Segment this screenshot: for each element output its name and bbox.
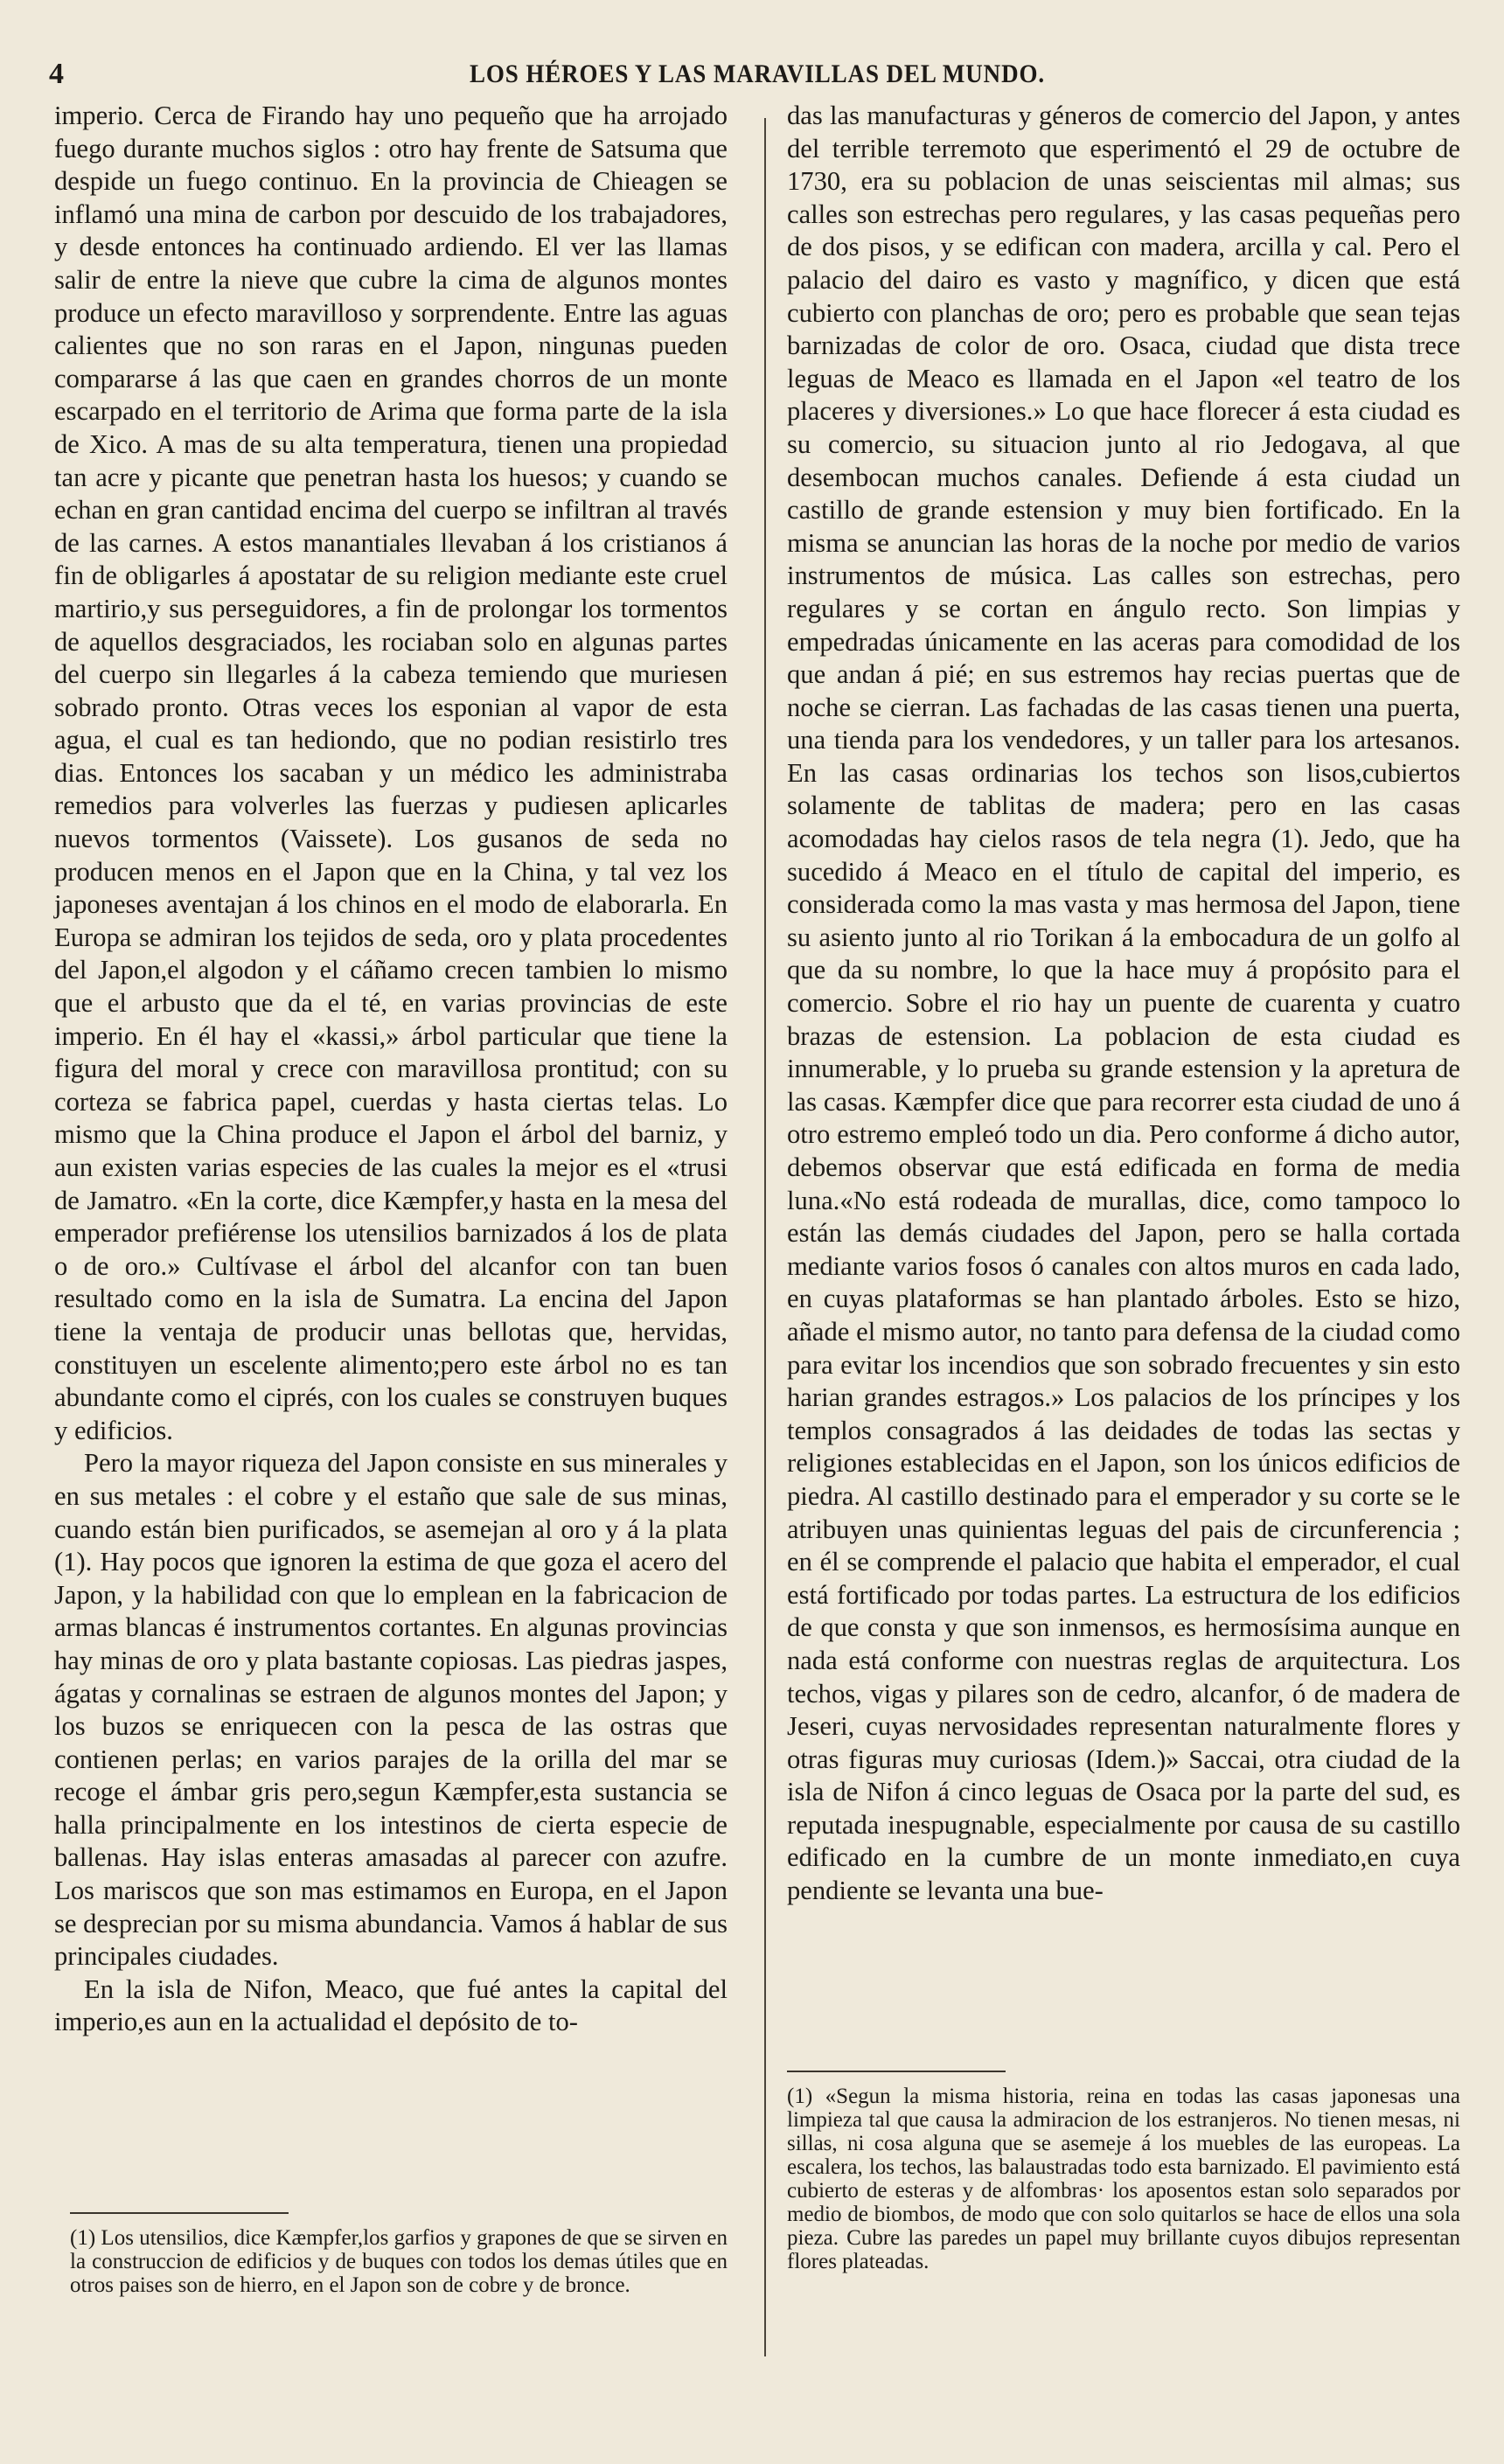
paragraph: Pero la mayor riqueza del Japon consiste en sus minerales y en sus metales : el cobre y el estaño que sale de sus minas, cuando están bien purificados, se asemejan al oro y á la plata (1). Hay pocos que ignoren la estima de que goza el acero del Japon, y la habilidad con que lo emplean en la fabricacion de armas blancas é instrumentos cortantes. En algunas provincias hay minas de oro y plata bastante copiosas. Las piedras jaspes, ágatas y cornalinas se estraen de algunos montes del Japon; y los buzos se enriquecen con la pesca de las ostras que contienen perlas; en varios parajes de la orilla del mar se recoge el ámbar gris pero,segun Kæmpfer,esta sustancia se halla principalmente en los intestinos de cierta especie de ballenas. Hay islas enteras amasadas al parecer con azufre. Los mariscos que son mas estimamos en Europa, en el Japon se desprecian por su misma abundancia. Vamos á hablar de sus principales ciudades. [54,1448,728,1972]
footnote-rule [70,2212,289,2214]
right-column [787,100,1460,1908]
page-number: 4 [49,58,64,90]
page-header [49,58,1466,96]
footnote-right [787,2085,1460,2273]
left-column [54,100,728,2039]
column-divider [764,118,766,2356]
footnote-text: (1) «Segun la misma historia, reina en todas las casas japonesas una limpieza tal que causa la admiracion de los estranjeros. No tienen mesas, ni sillas, ni cosa alguna que se asemeje á los muebles de las europeas. La escalera, los techos, las balaustradas todo esta barnizado. El pavimiento está cubierto de esteras y de alfombras· los aposentos estan solo separados por medio de biombos, de modo que con solo quitarlos se hace de ellos una sola pieza. Cubre las paredes un papel muy brillante cuyos dibujos representan flores plateadas. [787,2085,1460,2273]
paragraph: imperio. Cerca de Firando hay uno pequeño que ha arrojado fuego durante muchos siglos : otro hay frente de Satsuma que despide un fuego continuo. En la provincia de Chieagen se inflamó una mina de carbon por descuido de los trabajadores, y desde entonces ha continuado ardiendo. El ver las llamas salir de entre la nieve que cubre la cima de algunos montes produce un efecto maravilloso y sorprendente. Entre las aguas calientes que no son raras en el Japon, ningunas pueden compararse á las que caen en grandes chorros de un monte escarpado en el territorio de Arima que forma parte de la isla de Xico. A mas de su alta temperatura, tienen una propiedad tan acre y picante que penetran hasta los huesos; y cuando se echan en gran cantidad encima del cuerpo se infiltran al través de las carnes. A estos manantiales llevaban á los cristianos á fin de obligarles á apostatar de su religion mediante este cruel martirio,y sus perseguidores, a fin de prolongar los tormentos de aquellos desgraciados, les rociaban solo en algunas partes del cuerpo sin llegarles á la cabeza temiendo que muriesen sobrado pronto. Otras veces los esponian al vapor de esta agua, el cual es tan hediondo, que no podian resistirlo tres dias. Entonces los sacaban y un médico les administraba remedios para volverles las fuerzas y pudiesen aplicarles nuevos tormentos (Vaissete). Los gusanos de seda no producen menos en el Japon que en la China, y tal vez los japoneses aventajan á los chinos en el modo de elaborarla. En Europa se admiran los tejidos de seda, oro y plata procedentes del Japon,el algodon y el cáñamo crecen tambien lo mismo que el arbusto que da el té, en varias provincias de este imperio. En él hay el «kassi,» árbol particular que tiene la figura del moral y crece con maravillosa prontitud; con su corteza se fabrica papel, cuerdas y hasta ciertas telas. Lo mismo que la China produce el Japon el árbol del barniz, y aun existen varias especies de las cuales la mejor es el «trusi de Jamatro. «En la corte, dice Kæmpfer,y hasta en la mesa del emperador prefiérense los utensilios barnizados á los de plata o de oro.» Cultívase el árbol del alcanfor con tan buen resultado como en la isla de Sumatra. La encina del Japon tiene la ventaja de producir unas bellotas que, hervidas, constituyen un escelente alimento;pero este árbol no es tan abundante como el ciprés, con los cuales se construyen buques y edificios. [54,101,728,1445]
paragraph: En la isla de Nifon, Meaco, que fué antes la capital del imperio,es aun en la actualidad el depósito de to- [54,1973,728,2037]
running-title: LOS HÉROES Y LAS MARAVILLAS DEL MUNDO. [469,59,1046,88]
footnote-rule [787,2071,1006,2072]
footnote-text: (1) Los utensilios, dice Kæmpfer,los garfios y grapones de que se sirven en la construccion de edificios y de buques con todos los demas útiles que en otros paises son de hierro, en el Japon son de cobre y de bronce. [70,2226,728,2297]
footnote-left [70,2226,728,2297]
paragraph: das las manufacturas y géneros de comercio del Japon, y antes del terrible terremoto que esperimentó el 29 de octubre de 1730, era su poblacion de unas seiscientas mil almas; sus calles son estrechas pero regulares, y las casas pequeñas pero de dos pisos, y se edifican con madera, arcilla y cal. Pero el palacio del dairo es vasto y magnífico, y dicen que está cubierto con planchas de oro; pero es probable que sean tejas barnizadas de color de oro. Osaca, ciudad que dista trece leguas de Meaco es llamada en el Japon «el teatro de los placeres y diversiones.» Lo que hace florecer á esta ciudad es su comercio, su situacion junto al rio Jedogava, al que desembocan muchos canales. Defiende á esta ciudad un castillo de grande estension y muy bien fortificado. En la misma se anuncian las horas de la noche por medio de varios instrumentos de música. Las calles son estrechas, pero regulares y se cortan en ángulo recto. Son limpias y empedradas únicamente en las aceras para comodidad de los que andan á pié; en sus estremos hay recias puertas que de noche se cierran. Las fachadas de las casas tienen una puerta, una tienda para los vendedores, y un taller para los artesanos. En las casas ordinarias los techos son lisos,cubiertos solamente de tablitas de madera; pero en las casas acomodadas hay cielos rasos de tela negra (1). Jedo, que ha sucedido á Meaco en el título de capital del imperio, es considerada como la mas vasta y mas hermosa del Japon, tiene su asiento junto al rio Torikan á la embocadura de un golfo al que da su nombre, lo que la hace muy á propósito para el comercio. Sobre el rio hay un puente de cuarenta y cuatro brazas de estension. La poblacion de esta ciudad es innumerable, y lo prueba su grande estension y la apretura de las casas. Kæmpfer dice que para recorrer esta ciudad de uno á otro estremo empleó todo un dia. Pero conforme á dicho autor, debemos observar que está edificada en forma de media luna.«No está rodeada de murallas, dice, como tampoco lo están las demás ciudades del Japon, pero se halla cortada mediante varios fosos ó canales con altos muros en cada lado, en cuyas plataformas se han plantado árboles. Esto se hizo, añade el mismo autor, no tanto para defensa de la ciudad como para evitar los incendios que son sobrado frecuentes y sin esto harian grandes estragos.» Los palacios de los príncipes y los templos consagrados á las deidades de todas las sectas y religiones establecidas en el Japon, son los únicos edificios de piedra. Al castillo destinado para el emperador y su corte se le atribuyen unas quinientas leguas del pais de circunferencia ; en él se comprende el palacio que habita el emperador, el cual está fortificado por todas partes. La estructura de los edificios de que consta y que son inmensos, es hermosísima aunque en nada está conforme con nuestras reglas de arquitectura. Los techos, vigas y pilares son de cedro, alcanfor, ó de madera de Jeseri, cuyas nervosidades representan naturalmente flores y otras figuras muy curiosas (Idem.)» Saccai, otra ciudad de la isla de Nifon á cinco leguas de Osaca por la parte del sud, es reputada inespugnable, especialmente por causa de su castillo edificado en la cumbre de un monte inmediato,en cuya pendiente se levanta una bue- [787,101,1460,1906]
